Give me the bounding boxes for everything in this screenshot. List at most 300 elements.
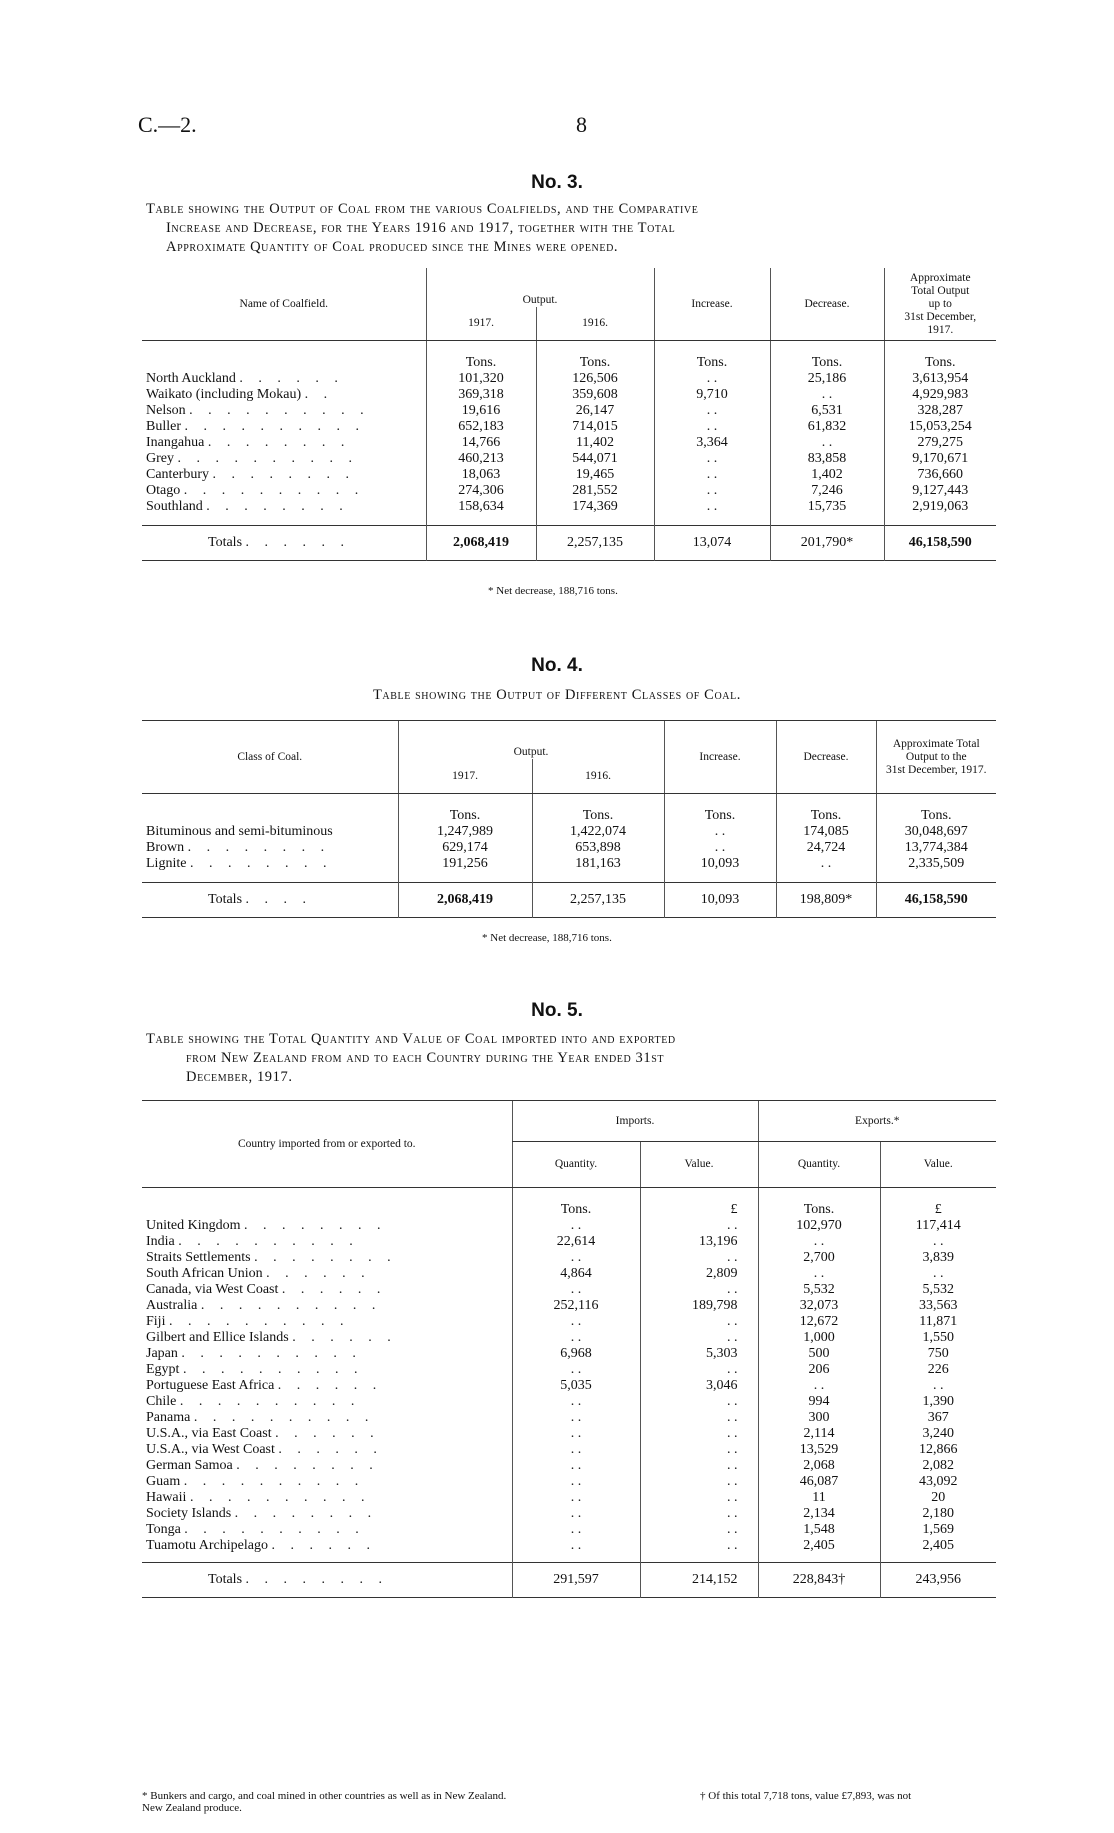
coal-class-name: Bituminous and semi-bituminous (146, 824, 333, 839)
import-quantity: . . (512, 1442, 640, 1458)
coal-class-name: Lignite (146, 856, 187, 871)
leader-dots: . . . . . . . . (245, 1571, 389, 1587)
col-imports: Imports. (512, 1101, 758, 1142)
leader-dots: . . . . . . . . . . (183, 1474, 365, 1489)
import-quantity: . . (512, 1458, 640, 1474)
export-quantity: 46,087 (758, 1474, 880, 1490)
country-name: Australia (146, 1298, 198, 1313)
unit-pound: £ (880, 1188, 996, 1219)
col-1917: 1917. (398, 759, 532, 793)
country-name: United Kingdom (146, 1218, 241, 1233)
table-row (142, 1346, 996, 1362)
coalfield-name: Canterbury (146, 467, 209, 482)
col-name-of-coalfield: Name of Coalfield. (142, 268, 426, 341)
import-quantity: . . (512, 1394, 640, 1410)
country-name: Portuguese East Africa (146, 1378, 275, 1393)
import-value: . . (640, 1522, 758, 1538)
decrease-value: 1,402 (770, 467, 884, 483)
import-quantity: . . (512, 1410, 640, 1426)
import-value: 13,196 (640, 1234, 758, 1250)
col-approx-line-1: Approximate Total (892, 737, 980, 750)
table-row (142, 1474, 996, 1490)
table-row (142, 1490, 996, 1506)
table-row (142, 435, 996, 451)
total-decrease: 201,790* (770, 525, 884, 560)
col-approx-line-2: Output to the (905, 750, 967, 763)
output-1917: 14,766 (426, 435, 536, 451)
import-value: . . (640, 1330, 758, 1346)
output-1916: 26,147 (536, 403, 654, 419)
increase-value: . . (654, 467, 770, 483)
country-name: Panama (146, 1410, 191, 1425)
decrease-value: 174,085 (776, 824, 876, 840)
country-name: Tonga (146, 1522, 181, 1537)
export-quantity: 13,529 (758, 1442, 880, 1458)
export-value: 117,414 (880, 1218, 996, 1234)
table-row (142, 483, 996, 499)
export-quantity: 500 (758, 1346, 880, 1362)
export-value: 2,082 (880, 1458, 996, 1474)
leader-dots: . . . . . . . . . . (182, 1362, 364, 1377)
total-1917: 2,068,419 (426, 525, 536, 560)
import-value: . . (640, 1426, 758, 1442)
output-1917: 652,183 (426, 419, 536, 435)
leader-dots: . . . . . . . . . . (177, 451, 358, 466)
col-approx-line-3: 31st December, 1917. (886, 763, 987, 776)
table-row (142, 1506, 996, 1522)
col-export-quantity: Quantity. (758, 1142, 880, 1188)
increase-value: . . (654, 451, 770, 467)
leader-dots: . . . . . . . . (234, 1506, 378, 1521)
import-quantity: . . (512, 1426, 640, 1442)
output-1917: 274,306 (426, 483, 536, 499)
totals-row (142, 1562, 996, 1597)
output-1917: 369,318 (426, 387, 536, 403)
decrease-value: 61,832 (770, 419, 884, 435)
total-import-quantity: 291,597 (512, 1562, 640, 1597)
export-quantity: 32,073 (758, 1298, 880, 1314)
country-name: U.S.A., via East Coast (146, 1426, 272, 1441)
col-country: Country imported from or exported to. (142, 1101, 512, 1188)
export-quantity: 2,068 (758, 1458, 880, 1474)
country-name: South African Union (146, 1266, 263, 1281)
unit-tons: Tons. (876, 794, 996, 825)
import-value: . . (640, 1490, 758, 1506)
import-value: . . (640, 1474, 758, 1490)
col-decrease: Decrease. (776, 721, 876, 794)
table-row (142, 1394, 996, 1410)
leader-dots: . . . . . . (245, 534, 351, 550)
unit-tons: Tons. (512, 1188, 640, 1219)
export-value: . . (880, 1266, 996, 1282)
approx-total-value: 736,660 (884, 467, 996, 483)
import-quantity: . . (512, 1362, 640, 1378)
table3-title (146, 200, 698, 257)
export-value: 5,532 (880, 1282, 996, 1298)
leader-dots: . . . . . . . . (244, 1218, 387, 1233)
export-value: 1,569 (880, 1522, 996, 1538)
increase-value: 9,710 (654, 387, 770, 403)
country-name: India (146, 1234, 175, 1249)
import-quantity: . . (512, 1218, 640, 1234)
col-export-value: Value. (880, 1142, 996, 1188)
export-value: 3,839 (880, 1250, 996, 1266)
coal-class-name: Brown (146, 840, 185, 855)
col-approx-line-1: Approximate (909, 271, 971, 284)
export-quantity: 1,000 (758, 1330, 880, 1346)
col-approx-line-5: 1917. (927, 323, 954, 336)
table3-title-line-2: Increase and Decrease, for the Years 1916 and 1917, together with the Total (166, 220, 676, 236)
table4-number: No. 4. (531, 655, 583, 676)
import-value: 189,798 (640, 1298, 758, 1314)
table5-title (146, 1030, 676, 1087)
decrease-value: . . (770, 387, 884, 403)
output-1916: 19,465 (536, 467, 654, 483)
unit-tons: Tons. (654, 341, 770, 372)
table4-footnote: * Net decrease, 188,716 tons. (482, 932, 612, 944)
export-value: 1,550 (880, 1330, 996, 1346)
total-1917: 2,068,419 (398, 882, 532, 917)
unit-tons: Tons. (398, 794, 532, 825)
import-value: 2,809 (640, 1266, 758, 1282)
total-approx: 46,158,590 (876, 882, 996, 917)
leader-dots: . . . . . . (277, 1378, 383, 1393)
table-row (142, 1410, 996, 1426)
leader-dots: . . . . . . . . . . (168, 1314, 350, 1329)
leader-dots: . . . . . . (278, 1442, 383, 1457)
import-quantity: . . (512, 1282, 640, 1298)
table5-footnote-right: † Of this total 7,718 tons, value £7,893, was not (700, 1790, 912, 1802)
totals-label: Totals (208, 1571, 243, 1587)
approx-total-value: 13,774,384 (876, 840, 996, 856)
import-quantity: 22,614 (512, 1234, 640, 1250)
export-value: 1,390 (880, 1394, 996, 1410)
unit-tons: Tons. (426, 341, 536, 372)
import-quantity: . . (512, 1330, 640, 1346)
country-name: Straits Settlements (146, 1250, 251, 1265)
output-1916: 714,015 (536, 419, 654, 435)
import-value: . . (640, 1538, 758, 1554)
country-name: U.S.A., via West Coast (146, 1442, 275, 1457)
export-quantity: 12,672 (758, 1314, 880, 1330)
leader-dots: . . . . . . . . . . (189, 1490, 371, 1505)
col-1917: 1917. (426, 307, 536, 340)
total-1916: 2,257,135 (532, 882, 664, 917)
unit-tons: Tons. (664, 794, 776, 825)
output-1916: 653,898 (532, 840, 664, 856)
col-approx-line-3: up to (928, 297, 952, 310)
export-quantity: . . (758, 1266, 880, 1282)
import-value: . . (640, 1314, 758, 1330)
approx-total-value: 15,053,254 (884, 419, 996, 435)
unit-tons: Tons. (884, 341, 996, 372)
decrease-value: . . (776, 856, 876, 872)
table4 (142, 720, 996, 920)
table-row (142, 499, 996, 515)
col-approximate-total (876, 721, 996, 794)
country-name: Egypt (146, 1362, 180, 1377)
output-1917: 191,256 (398, 856, 532, 872)
unit-pound: £ (640, 1188, 758, 1219)
output-1916: 11,402 (536, 435, 654, 451)
country-name: Canada, via West Coast (146, 1282, 279, 1297)
col-1916: 1916. (532, 759, 664, 793)
export-quantity: 11 (758, 1490, 880, 1506)
export-value: 2,405 (880, 1538, 996, 1554)
output-1916: 174,369 (536, 499, 654, 515)
col-increase: Increase. (664, 721, 776, 794)
table-row (142, 1282, 996, 1298)
country-name: Fiji (146, 1314, 166, 1329)
increase-value: . . (654, 371, 770, 387)
decrease-value: 83,858 (770, 451, 884, 467)
col-approx-line-4: 31st December, (904, 310, 977, 323)
col-class-of-coal: Class of Coal. (142, 721, 398, 794)
output-1916: 359,608 (536, 387, 654, 403)
table-row (142, 451, 996, 467)
page-number: 8 (576, 112, 587, 137)
table5 (142, 1100, 996, 1600)
leader-dots: . . . . . . . . . . (189, 403, 370, 418)
export-quantity: 5,532 (758, 1282, 880, 1298)
approx-total-value: 30,048,697 (876, 824, 996, 840)
import-quantity: . . (512, 1314, 640, 1330)
output-1917: 18,063 (426, 467, 536, 483)
leader-dots: . . . . . . . . (236, 1458, 379, 1473)
leader-dots: . . . . . . . . . . (200, 1298, 382, 1313)
leader-dots: . . . . . . . . . . (179, 1394, 361, 1409)
approx-total-value: 4,929,983 (884, 387, 996, 403)
output-1916: 126,506 (536, 371, 654, 387)
import-value: 5,303 (640, 1346, 758, 1362)
total-import-value: 214,152 (640, 1562, 758, 1597)
table3-footnote: * Net decrease, 188,716 tons. (488, 585, 618, 597)
import-value: . . (640, 1410, 758, 1426)
table-row (142, 1266, 996, 1282)
import-value: . . (640, 1282, 758, 1298)
leader-dots: . . . . . . (275, 1426, 380, 1441)
export-value: 226 (880, 1362, 996, 1378)
table-row (142, 1378, 996, 1394)
leader-dots: . . (304, 387, 334, 402)
totals-label: Totals (208, 891, 243, 907)
totals-label: Totals (208, 534, 243, 550)
coalfield-name: Buller (146, 419, 181, 434)
table3 (142, 268, 996, 563)
total-decrease: 198,809* (776, 882, 876, 917)
output-1917: 19,616 (426, 403, 536, 419)
import-quantity: 5,035 (512, 1378, 640, 1394)
footnote-nz-produce: New Zealand produce. (142, 1802, 242, 1814)
export-value: . . (880, 1378, 996, 1394)
import-quantity: 252,116 (512, 1298, 640, 1314)
export-quantity: 102,970 (758, 1218, 880, 1234)
table-row (142, 387, 996, 403)
export-value: . . (880, 1234, 996, 1250)
export-quantity: . . (758, 1234, 880, 1250)
import-quantity: . . (512, 1506, 640, 1522)
leader-dots: . . . . . . (266, 1266, 371, 1281)
export-quantity: . . (758, 1378, 880, 1394)
table5-title-line-3: December, 1917. (186, 1069, 293, 1085)
total-approx: 46,158,590 (884, 525, 996, 560)
import-quantity: . . (512, 1250, 640, 1266)
table5-title-line-1: Table showing the Total Quantity and Value of Coal imported into and exported (146, 1031, 676, 1047)
col-import-quantity: Quantity. (512, 1142, 640, 1188)
table-row (142, 1362, 996, 1378)
approx-total-value: 2,919,063 (884, 499, 996, 515)
country-name: German Samoa (146, 1458, 233, 1473)
import-quantity: 4,864 (512, 1266, 640, 1282)
table-row (142, 1538, 996, 1554)
export-quantity: 300 (758, 1410, 880, 1426)
export-quantity: 206 (758, 1362, 880, 1378)
col-1916: 1916. (536, 307, 654, 340)
increase-value: . . (654, 499, 770, 515)
leader-dots: . . . . . . . . (254, 1250, 397, 1265)
output-1917: 158,634 (426, 499, 536, 515)
import-quantity: 6,968 (512, 1346, 640, 1362)
coalfield-name: Nelson (146, 403, 186, 418)
col-increase: Increase. (654, 268, 770, 341)
table-row (142, 419, 996, 435)
decrease-value: 25,186 (770, 371, 884, 387)
approx-total-value: 9,170,671 (884, 451, 996, 467)
export-value: 33,563 (880, 1298, 996, 1314)
export-quantity: 2,134 (758, 1506, 880, 1522)
export-value: 20 (880, 1490, 996, 1506)
import-value: 3,046 (640, 1378, 758, 1394)
table-row (142, 1330, 996, 1346)
output-1917: 460,213 (426, 451, 536, 467)
table4-title: Table showing the Output of Different Classes of Coal. (372, 687, 742, 703)
country-name: Japan (146, 1346, 178, 1361)
leader-dots: . . . . . . . . . . (183, 483, 365, 498)
table3-number: No. 3. (531, 172, 583, 193)
unit-tons: Tons. (536, 341, 654, 372)
import-value: . . (640, 1506, 758, 1522)
col-approx-line-2: Total Output (911, 284, 970, 297)
import-value: . . (640, 1362, 758, 1378)
export-quantity: 1,548 (758, 1522, 880, 1538)
table-row (142, 1298, 996, 1314)
total-increase: 13,074 (654, 525, 770, 560)
decrease-value: 7,246 (770, 483, 884, 499)
output-1916: 544,071 (536, 451, 654, 467)
table-row (142, 1218, 996, 1234)
leader-dots: . . . . . . . . (187, 840, 331, 855)
document-code: C.—2. (138, 112, 197, 137)
country-name: Hawaii (146, 1490, 187, 1505)
output-1917: 1,247,989 (398, 824, 532, 840)
leader-dots: . . . . . . . . (207, 435, 351, 450)
increase-value: . . (664, 840, 776, 856)
total-1916: 2,257,135 (536, 525, 654, 560)
table3-title-line-3: Approximate Quantity of Coal produced since the Mines were opened. (166, 239, 619, 255)
import-value: . . (640, 1394, 758, 1410)
leader-dots: . . . . . . . . . . (181, 1346, 362, 1361)
output-1917: 629,174 (398, 840, 532, 856)
approx-total-value: 2,335,509 (876, 856, 996, 872)
export-value: 12,866 (880, 1442, 996, 1458)
export-quantity: 994 (758, 1394, 880, 1410)
table5-footnote-left (142, 1790, 722, 1814)
export-value: 43,092 (880, 1474, 996, 1490)
increase-value: . . (654, 483, 770, 499)
export-value: 2,180 (880, 1506, 996, 1522)
increase-value: 10,093 (664, 856, 776, 872)
country-name: Tuamotu Archipelago (146, 1538, 268, 1553)
output-1916: 181,163 (532, 856, 664, 872)
leader-dots: . . . . (245, 891, 313, 907)
import-quantity: . . (512, 1490, 640, 1506)
coalfield-name: Grey (146, 451, 174, 466)
approx-total-value: 9,127,443 (884, 483, 996, 499)
table-row (142, 1442, 996, 1458)
leader-dots: . . . . . . (271, 1538, 376, 1553)
col-exports: Exports.* (758, 1101, 996, 1142)
increase-value: . . (664, 824, 776, 840)
leader-dots: . . . . . . (292, 1330, 397, 1345)
coalfield-name: Southland (146, 499, 203, 514)
output-1917: 101,320 (426, 371, 536, 387)
coalfield-name: Waikato (including Mokau) (146, 387, 302, 402)
leader-dots: . . . . . . . . (206, 499, 349, 514)
export-quantity: 2,700 (758, 1250, 880, 1266)
export-value: 3,240 (880, 1426, 996, 1442)
export-quantity: 2,114 (758, 1426, 880, 1442)
decrease-value: 15,735 (770, 499, 884, 515)
output-1916: 1,422,074 (532, 824, 664, 840)
footnote-bunkers: * Bunkers and cargo, and coal mined in other countries as well as in New Zealand. (142, 1790, 507, 1802)
leader-dots: . . . . . . . . . . (184, 1522, 365, 1537)
import-quantity: . . (512, 1474, 640, 1490)
total-increase: 10,093 (664, 882, 776, 917)
table-row (142, 1250, 996, 1266)
import-value: . . (640, 1442, 758, 1458)
export-value: 367 (880, 1410, 996, 1426)
table-row (142, 840, 996, 856)
col-approximate-total (884, 268, 996, 341)
coalfield-name: Otago (146, 483, 181, 498)
import-value: . . (640, 1458, 758, 1474)
import-quantity: . . (512, 1538, 640, 1554)
increase-value: 3,364 (654, 435, 770, 451)
table-row (142, 403, 996, 419)
table5-number: No. 5. (531, 1000, 583, 1021)
increase-value: . . (654, 419, 770, 435)
output-1916: 281,552 (536, 483, 654, 499)
coalfield-name: Inangahua (146, 435, 205, 450)
country-name: Chile (146, 1394, 177, 1409)
leader-dots: . . . . . . . . (189, 856, 333, 871)
table3-title-line-1: Table showing the Output of Coal from the various Coalfields, and the Comparative (146, 201, 699, 217)
table-row (142, 1458, 996, 1474)
unit-tons: Tons. (776, 794, 876, 825)
coalfield-name: North Auckland (146, 371, 236, 386)
unit-tons: Tons. (758, 1188, 880, 1219)
col-output: Output. (426, 268, 654, 307)
country-name: Gilbert and Ellice Islands (146, 1330, 289, 1345)
country-name: Guam (146, 1474, 181, 1489)
total-export-quantity: 228,843† (758, 1562, 880, 1597)
import-value: . . (640, 1218, 758, 1234)
leader-dots: . . . . . . . . . . (184, 419, 365, 434)
table-row (142, 1234, 996, 1250)
col-decrease: Decrease. (770, 268, 884, 341)
table5-title-line-2: from New Zealand from and to each Country during the Year ended 31st (186, 1050, 665, 1066)
unit-tons: Tons. (770, 341, 884, 372)
